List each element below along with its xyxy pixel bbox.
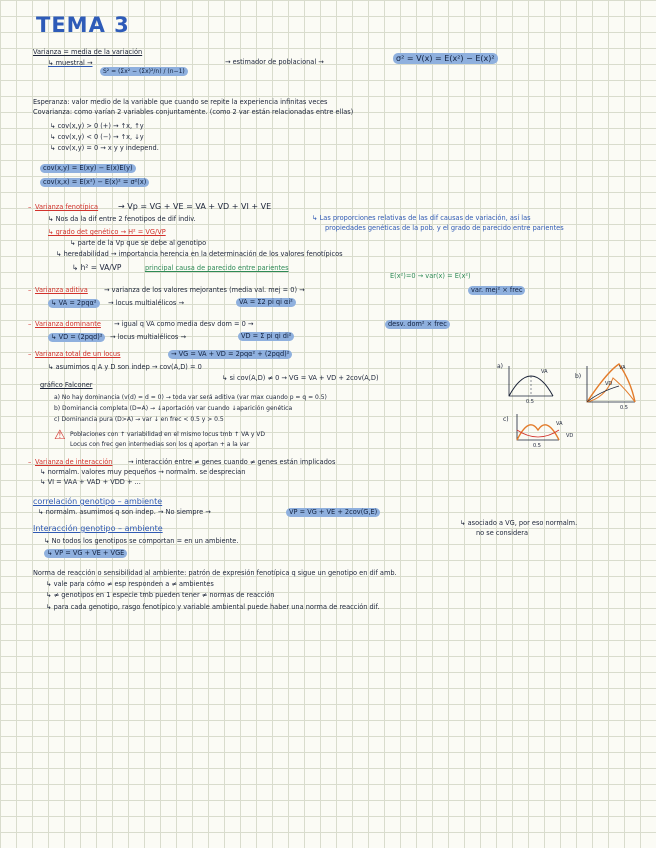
note-line: ↳ Las proporciones relativas de las dif causas de variación, así las xyxy=(312,214,531,222)
note-line: ↳ grado det genético → H² = VG/VP xyxy=(48,228,166,236)
note-line: propiedades genéticas de la pob. y el grado de parecido entre parientes xyxy=(325,224,564,232)
note-line: ↳ ≠ genotipos en 1 especie tmb pueden tener ≠ normas de reacción xyxy=(46,591,275,599)
figure-panel-label: a) xyxy=(497,363,504,370)
note-line: Locus con frec gen intermedias son los q aportan + a la var xyxy=(70,441,250,448)
formula-heritability: ↳ h² = VA/VP xyxy=(72,263,122,272)
note-line: Varianza = media de la variación xyxy=(33,48,143,56)
note-line: Norma de reacción o sensibilidad al ambiente: patrón de expresión fenotípica q sigue un genotipo en dif amb. xyxy=(33,569,397,577)
section-heading: Varianza fenotípica xyxy=(35,203,99,211)
note-line: ↳ Nos da la dif entre 2 fenotipos de dif indiv. xyxy=(48,215,196,223)
graph-c xyxy=(517,414,559,440)
note-line: ↳ asumimos q A y D son indep → cov(A,D) = 0 xyxy=(48,363,202,371)
note-line: → locus multialélicos → xyxy=(110,333,186,341)
note-line: → varianza de los valores mejorantes (media val. mej = 0) → xyxy=(104,286,305,294)
figure-panel-label: c) xyxy=(503,416,509,423)
formula-phenotypic-variance: → Vp = VG + VE = VA + VD + VI + VE xyxy=(118,202,272,211)
note-line: ↳ parte de la Vp que se debe al genotipo xyxy=(70,239,207,247)
formula-vd-multi: VD = Σ pi qi di² xyxy=(238,332,294,341)
note-line: → locus multialélicos → xyxy=(108,299,184,307)
formula-vp-cov: VP = VG + VE + 2cov(G,E) xyxy=(286,508,380,517)
note-line: E(x²)=0 → var(x) = E(x²) xyxy=(390,272,471,280)
note-line: b) Dominancia completa (D=A) → ↓aportación var cuando ↓aparición genética xyxy=(54,405,293,412)
formula-vp-vge: ↳ VP = VG + VE + VGE xyxy=(44,549,127,558)
section-heading: Varianza aditiva xyxy=(35,286,88,294)
bullet: – xyxy=(28,286,32,294)
note-line: no se considera xyxy=(476,529,528,537)
warning-icon: ⚠ xyxy=(54,428,66,443)
figure-label: VD xyxy=(605,381,613,387)
formula-vd: ↳ VD = (2pqd)² xyxy=(48,333,105,342)
figure-label: VA xyxy=(619,365,626,371)
note-line: Esperanza: valor medio de la variable que cuando se repite la experiencia infinitas veces xyxy=(33,98,328,106)
note-line: ↳ para cada genotipo, rasgo fenotípico y variable ambiental puede haber una norma de reacción dif. xyxy=(46,603,380,611)
figure-label: 0.5 xyxy=(620,405,628,411)
section-heading: Interacción genotipo – ambiente xyxy=(33,524,163,533)
formula-vi: ↳ VI = VAA + VAD + VDD + ... xyxy=(40,478,141,486)
note-line: ↳ si cov(A,D) ≠ 0 → VG = VA + VD + 2cov(A,D) xyxy=(222,374,379,382)
note-line: ↳ muestral → xyxy=(48,59,93,67)
note-line: ↳ heredabilidad → importancia herencia en la determinación de los valores fenotípicos xyxy=(56,250,343,258)
note-line: Poblaciones con ↑ variabilidad en el mismo locus tmb ↑ VA y VD xyxy=(70,431,266,438)
figure-label: VA xyxy=(541,369,548,375)
note-line: ↳ No todos los genotipos se comportan = en un ambiente. xyxy=(44,537,239,545)
formula-dominance: desv. dom² × frec xyxy=(385,320,450,329)
note-line: c) Dominancia pura (D>A) → var ↓ en frec < 0.5 y > 0.5 xyxy=(54,416,224,423)
section-heading: Varianza total de un locus xyxy=(35,350,121,358)
note-line: ↳ vale para cómo ≠ esp responden a ≠ ambientes xyxy=(46,580,214,588)
formula-sample-variance: S² = (Σx² − (Σx)²/n) / (n−1) xyxy=(100,67,188,76)
note-line: ↳ cov(x,y) < 0 (−) → ↑x, ↓y xyxy=(50,133,144,141)
page-title: TEMA 3 xyxy=(36,13,130,37)
figure-label: 0.5 xyxy=(526,399,534,405)
formula-covariance: cov(x,y) = E(xy) − E(x)E(y) xyxy=(40,164,136,173)
formula-covariance-self: cov(x,x) = E(x²) − E(x)² = σ²(x) xyxy=(40,178,149,187)
formula-population-variance: σ² = V(x) = E(x²) − E(x)² xyxy=(393,53,498,64)
note-line: Covarianza: como varían 2 variables conjuntamente. (como 2 var están relacionadas entre ellas) xyxy=(33,108,354,116)
note-line: → igual q VA como media desv dom = 0 → xyxy=(114,320,254,328)
section-heading: Varianza de interacción xyxy=(35,458,113,466)
figure-label: VD xyxy=(566,433,574,439)
bullet: – xyxy=(28,203,32,211)
formula-va: ↳ VA = 2pqα² xyxy=(48,299,100,308)
section-heading: correlación genotipo – ambiente xyxy=(33,497,163,506)
note-line: ↳ cov(x,y) = 0 → x y y independ. xyxy=(50,144,159,152)
note-line: → estimador de poblacional → xyxy=(225,58,324,66)
bullet: – xyxy=(28,350,32,358)
bullet: – xyxy=(28,458,32,466)
section-heading: Varianza dominante xyxy=(35,320,101,328)
note-line: ↳ asociado a VG, por eso normalm. xyxy=(460,519,578,527)
figure-label: VA xyxy=(556,421,563,427)
bullet: – xyxy=(28,320,32,328)
note-line: ↳ normalm. asumimos q son indep. → No siempre → xyxy=(38,508,211,516)
figure-label: 0.5 xyxy=(533,443,541,449)
formula-vg: → VG = VA + VD = 2pqα² + (2pqd)² xyxy=(168,350,292,359)
note-line: ↳ normalm. valores muy pequeños → normalm. se desprecian xyxy=(40,468,246,476)
note-line: principal causa de parecido entre parientes xyxy=(145,264,289,272)
note-line: gráfico Falconer xyxy=(40,381,93,389)
note-line: → interacción entre ≠ genes cuando ≠ genes están implicados xyxy=(128,458,336,466)
note-line: a) No hay dominancia (v(d) = d = 0) → toda var será aditiva (var max cuando p = q = 0.5) xyxy=(54,394,327,401)
note-line: ↳ cov(x,y) > 0 (+) → ↑x, ↑y xyxy=(50,122,144,130)
figure-panel-label: b) xyxy=(575,373,582,380)
formula-va-multi: VA = Σ2 pi qi αi² xyxy=(236,298,296,307)
formula-additive: var. mej² × frec xyxy=(468,286,525,295)
